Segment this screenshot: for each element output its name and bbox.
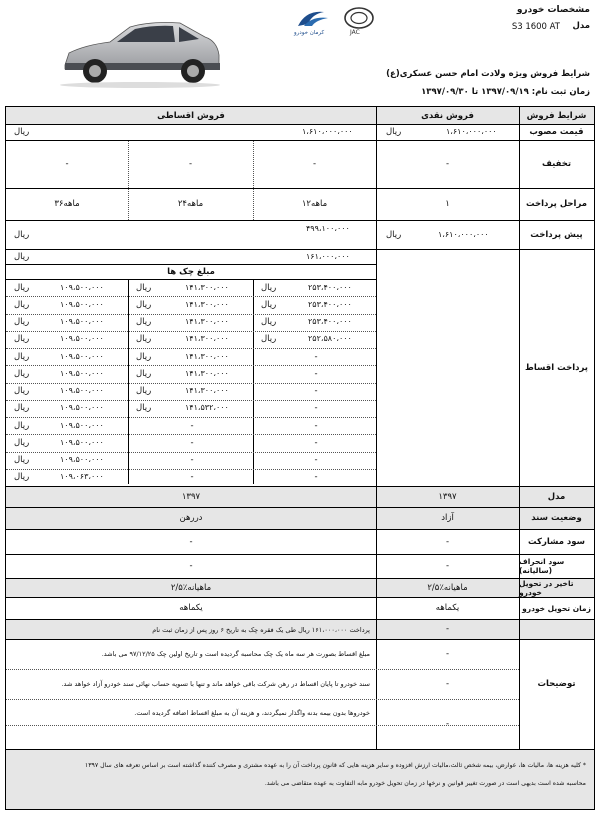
model-value: S3 1600 AT <box>511 22 560 32</box>
check-unit: ریال <box>136 351 152 362</box>
check-amount: ۲۵۳،۴۰۰،۰۰۰ <box>308 299 352 309</box>
notes-cash-2: - <box>445 649 450 659</box>
label-model: مدل <box>547 491 566 502</box>
check-amount: ۱۰۹،۰۶۳،۰۰۰ <box>60 472 104 482</box>
check-amount: ۲۵۳،۴۰۰،۰۰۰ <box>308 282 352 292</box>
check-unit: ریال <box>14 420 30 431</box>
check-amount: ۱۰۹،۵۰۰،۰۰۰ <box>60 368 104 378</box>
check-unit: ریال <box>14 282 30 293</box>
price-inst-value: ۱،۶۱۰،۰۰۰،۰۰۰ <box>302 127 353 136</box>
header-cash: فروش نقدی <box>421 110 474 121</box>
check-dash: - <box>190 420 194 431</box>
check-amount: ۱۰۹،۵۰۰،۰۰۰ <box>60 403 104 413</box>
discount-cash: - <box>445 159 450 169</box>
check-dash: - <box>314 351 318 362</box>
sales-table <box>5 106 595 810</box>
check-unit: ریال <box>261 282 277 293</box>
label-discount: تخفیف <box>541 159 572 169</box>
check-unit: ریال <box>136 282 152 293</box>
check-dash: - <box>314 386 318 397</box>
partnership-inst: - <box>189 536 193 547</box>
check-amount: ۱۴۱،۳۰۰،۰۰۰ <box>185 299 229 309</box>
check-unit: ریال <box>14 403 30 414</box>
deviation-inst: - <box>189 561 193 571</box>
discount-12: - <box>312 159 317 169</box>
model-label: مدل <box>572 21 590 31</box>
label-deviation: سود انحراف (سالیانه) <box>519 557 565 575</box>
check-unit: ریال <box>14 455 30 466</box>
doc-status-cash: آزاد <box>441 513 454 523</box>
check-amount: ۱۰۹،۵۰۰،۰۰۰ <box>60 351 104 361</box>
check-amount: ۱۰۹،۵۰۰،۰۰۰ <box>60 334 104 344</box>
first-check-unit: ریال <box>14 252 30 262</box>
check-unit: ریال <box>14 368 30 379</box>
installments-grid <box>6 279 376 486</box>
check-dash: - <box>314 368 318 379</box>
check-amount: ۱۰۹،۵۰۰،۰۰۰ <box>60 282 104 292</box>
footer-note-1: * کلیه هزینه ها، مالیات ها، عوارض، بیمه شخص ثالث،مالیات ارزش افزوده و سایر هزینه هایی که قانون پرداخت آن را به عهده مشتری و مصرف کننده گذاشته است بر اساس تعرفه های سال ۱۳۹۷ <box>84 762 586 769</box>
jac-logo: JAC <box>338 6 380 38</box>
label-price: قیمت مصوب <box>529 127 584 137</box>
check-unit: ریال <box>261 299 277 310</box>
discount-36: - <box>65 159 69 169</box>
check-unit: ریال <box>136 317 152 328</box>
label-doc-status: وضعیت سند <box>531 513 582 523</box>
register-time: زمان ثبت نام: ۱۳۹۷/۰۹/۱۹ تا ۱۳۹۷/۰۹/۳۰ <box>421 87 590 97</box>
model-cash: ۱۳۹۷ <box>438 491 457 502</box>
check-unit: ریال <box>14 437 30 448</box>
check-dash: - <box>314 437 318 448</box>
price-cash-value: ۱،۶۱۰،۰۰۰،۰۰۰ <box>446 127 497 136</box>
check-unit: ریال <box>136 334 152 345</box>
price-cash-unit: ریال <box>386 127 402 137</box>
doc-status-inst: دررهن <box>179 513 203 523</box>
label-notes: توضیحات <box>537 679 576 689</box>
header-installment: فروش اقساطی <box>157 110 225 121</box>
check-unit: ریال <box>14 472 30 483</box>
label-partnership: سود مشارکت <box>528 536 585 547</box>
check-unit: ریال <box>136 299 152 310</box>
check-unit: ریال <box>14 299 30 310</box>
check-unit: ریال <box>261 334 277 345</box>
deviation-cash: - <box>445 561 450 571</box>
stages-12: ۱۲ماهه <box>301 199 328 209</box>
check-amount: ۱۴۱،۳۰۰،۰۰۰ <box>185 317 229 327</box>
delay-cash: ۲/۵٪ماهیانه <box>427 582 468 593</box>
specs-title: مشخصات خودرو <box>516 5 590 15</box>
footer-note-2: محاسبه شده است بدیهی است در صورت تغییر قوانین و نرخها در زمان تحویل خودرو مابه التفاوت به عهده متقاضی می باشد. <box>264 780 586 787</box>
prepay-inst-unit: ریال <box>14 230 30 240</box>
check-amount: ۱۴۱،۵۳۲،۰۰۰ <box>185 403 229 413</box>
check-amount: ۲۵۲،۵۸۰،۰۰۰ <box>308 334 352 344</box>
delivery-inst: یکماهه <box>179 603 203 613</box>
check-unit: ریال <box>136 403 152 414</box>
check-dash: - <box>190 472 194 483</box>
price-inst-unit: ریال <box>14 127 30 137</box>
car-image <box>55 15 225 90</box>
note-inst-4: خودروها بدون بیمه بدنه واگذار نمیگردند، و هزینه آن به مبلغ اقساط اضافه گردیده است. <box>134 709 370 717</box>
check-dash: - <box>314 420 318 431</box>
partnership-cash: - <box>445 536 450 547</box>
check-amount: ۱۰۹،۵۰۰،۰۰۰ <box>60 386 104 396</box>
check-amount: ۱۰۹،۵۰۰،۰۰۰ <box>60 455 104 465</box>
check-amount: ۱۴۱،۳۰۰،۰۰۰ <box>185 334 229 344</box>
check-amount: ۱۴۱،۳۰۰،۰۰۰ <box>185 351 229 361</box>
check-unit: ریال <box>14 334 30 345</box>
check-amount: ۱۰۹،۵۰۰،۰۰۰ <box>60 299 104 309</box>
kerman-khodro-logo: کرمان خودرو <box>290 6 334 38</box>
prepay-inst-value: ۴۹۹،۱۰۰،۰۰۰ <box>306 224 350 233</box>
check-unit: ریال <box>261 317 277 328</box>
check-amount: ۱۴۱،۳۰۰،۰۰۰ <box>185 282 229 292</box>
check-dash: - <box>314 403 318 414</box>
check-dash: - <box>190 455 194 466</box>
stages-24: ۲۴ماهه <box>177 199 204 209</box>
note-inst-3: سند خودرو تا پایان اقساط در رهن شرکت باقی خواهد ماند و تنها با تسویه حساب نهائی سند خودرو آزاد خواهد شد. <box>61 680 370 688</box>
check-dash: - <box>314 455 318 466</box>
model-inst: ۱۳۹۷ <box>181 491 201 502</box>
label-stages: مراحل پرداخت <box>525 199 587 209</box>
header-conditions: شرایط فروش <box>526 110 587 121</box>
label-prepayment: پیش پرداخت <box>530 229 583 240</box>
prepay-cash-unit: ریال <box>386 230 402 240</box>
sale-title: شرایط فروش ویژه ولادت امام حسن عسکری(ع) <box>386 69 590 79</box>
stages-36: ۳۶ماهه <box>54 199 80 209</box>
check-amount: ۱۴۱،۳۰۰،۰۰۰ <box>185 368 229 378</box>
check-amount: ۲۵۳،۴۰۰،۰۰۰ <box>308 317 352 327</box>
check-dash: - <box>314 472 318 483</box>
stages-cash: ۱ <box>445 199 450 209</box>
check-unit: ریال <box>14 317 30 328</box>
notes-cash-1: - <box>445 624 450 634</box>
notes-cash-3: - <box>445 679 450 689</box>
label-delay: تاخیر در تحویل خودرو <box>519 578 574 597</box>
check-amount: ۱۰۹،۵۰۰،۰۰۰ <box>60 420 104 430</box>
check-unit: ریال <box>136 386 152 397</box>
check-dash: - <box>190 437 194 448</box>
check-unit: ریال <box>14 386 30 397</box>
check-unit: ریال <box>14 351 30 362</box>
delivery-cash: یکماهه <box>435 603 460 613</box>
note-inst-1: پرداخت ۱۶۱،۰۰۰،۰۰۰ ریال طی یک فقره چک به تاریخ ۶ روز پس از زمان ثبت نام <box>152 626 370 634</box>
discount-24: - <box>188 159 193 169</box>
checks-title: مبلغ چک ها <box>167 266 215 277</box>
note-inst-2: مبلغ اقساط بصورت هر سه ماه یک چک محاسبه گردیده است و تاریخ اولین چک ۹۷/۱۲/۲۵ می باشد. <box>101 650 370 658</box>
check-amount: ۱۴۱،۳۰۰،۰۰۰ <box>185 386 229 396</box>
prepay-cash-value: ۱،۶۱۰،۰۰۰،۰۰۰ <box>438 230 489 239</box>
check-unit: ریال <box>136 368 152 379</box>
first-check-value: ۱۶۱،۰۰۰،۰۰۰ <box>306 252 350 261</box>
delay-inst: ۲/۵٪ماهیانه <box>170 582 212 593</box>
notes-cash-4: - <box>445 719 450 729</box>
label-delivery: زمان تحویل خودرو <box>522 603 591 613</box>
check-amount: ۱۰۹،۵۰۰،۰۰۰ <box>60 437 104 447</box>
label-installments: پرداخت اقساط <box>525 362 588 373</box>
check-amount: ۱۰۹،۵۰۰،۰۰۰ <box>60 317 104 327</box>
